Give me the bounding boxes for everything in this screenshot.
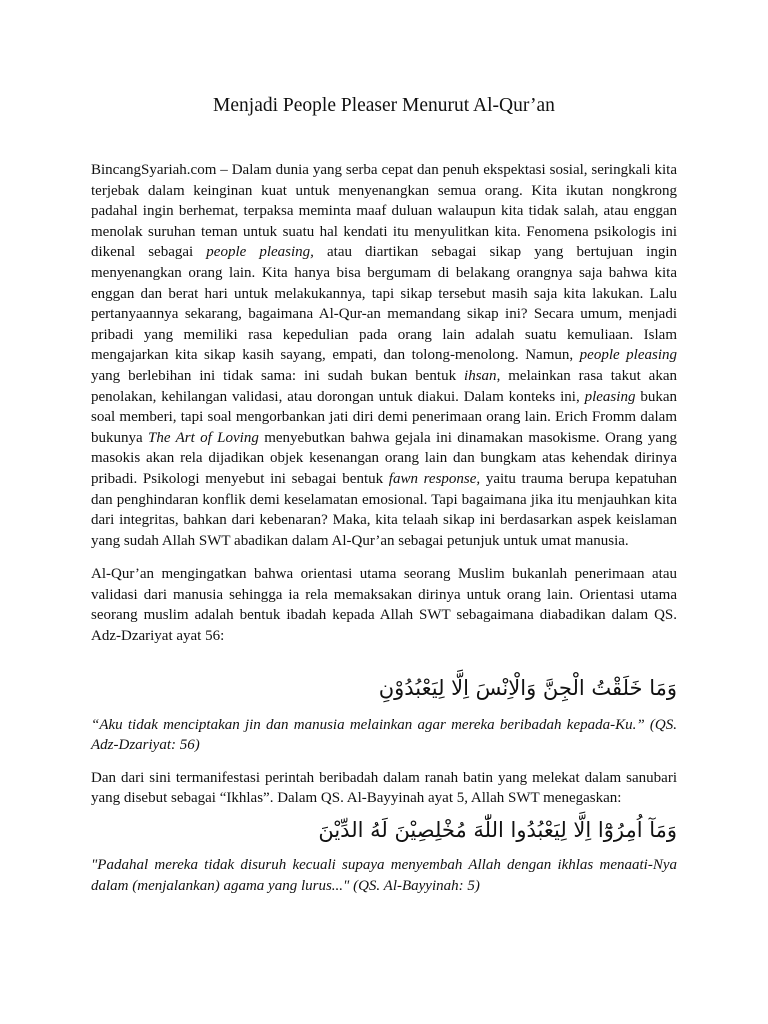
book-title: The Art of Loving: [148, 429, 259, 446]
ikhlas-paragraph: Dan dari sini termanifestasi perintah beribadah dalam ranah batin yang melekat dalam sanubari yang disebut sebagai “Ikhlas”. Dalam QS. Al-Bayyinah ayat 5, Allah SWT menegaskan:: [91, 769, 677, 807]
orientation-paragraph: Al-Qur’an mengingatkan bahwa orientasi utama seorang Muslim bukanlah penerimaan atau validasi dari manusia sehingga ia rela memaksakan dirinya untuk orang lain. Orientasi utama seorang muslim adalah bentuk ibadah kepada Allah SWT sebagaimana diabadikan dalam QS. Adz-Dzariyat ayat 56:: [91, 566, 677, 645]
arabic-verse-adz-dzariyat: وَمَا خَلَقْتُ الْجِنَّ وَالْاِنْسَ اِلَّا لِيَعْبُدُوْنِ: [378, 675, 677, 700]
text-run: BincangSyariah.com – Dalam dunia yang serba cepat dan penuh ekspektasi sosial, seringkali kita terjebak dalam keinginan kuat untuk menyenangkan semua orang. Kita ikutan nongkrong padahal ingin berhemat, terpaksa meminta maaf duluan walaupun kita tidak salah, atau enggan menolak suruhan teman untuk suatu hal kendati itu menyulitkan kita. Fenomena psikologis ini dikenal sebagai: [91, 162, 677, 261]
text-run: yaitu trauma berupa kepatuhan dan penghindaran konflik demi keselamatan emosional. Tapi bagaimana jika itu menjauhkan kita dari integritas, bahkan dari kebenaran? Maka, kita telaah sikap ini berdasarkan aspek keislaman yang sudah Allah SWT abadikan dalam Al-Qur’an sebagai petunjuk untuk umat manusia.: [91, 470, 677, 549]
text-run: , melainkan rasa takut akan penolakan, kehilangan validasi, atau dorongan untuk diakui. Dalam konteks ini,: [91, 367, 677, 405]
emphasis-term: people pleasing,: [206, 244, 314, 261]
text-run: menyebutkan bahwa gejala ini dinamakan masokisme. Orang yang masokis akan rela dijadikan objek kesenangan orang lain dan bungkam atas kehendak dirinya pribadi. Psikologi menyebut ini sebagai bentuk: [91, 429, 678, 487]
text-run: yang berlebihan ini tidak sama: ini sudah bukan bentuk: [91, 367, 465, 384]
emphasis-term: fawn response,: [388, 470, 481, 487]
verse-translation-al-bayyinah: "Padahal mereka tidak disuruh kecuali supaya menyembah Allah dengan ikhlas menaati-Nya dalam (menjalankan) agama yang lurus..." (QS. Al-Bayyinah: 5): [91, 857, 677, 894]
emphasis-term: ihsan: [464, 367, 497, 384]
emphasis-term: pleasing: [584, 388, 636, 405]
intro-paragraph: [91, 160, 677, 551]
arabic-verse-al-bayyinah: وَمَآ اُمِرُوْٓا اِلَّا لِيَعْبُدُوا اللّٰهَ مُخْلِصِيْنَ لَهُ الدِّيْنَ: [318, 818, 677, 843]
verse-translation-adz-dzariyat: “Aku tidak menciptakan jin dan manusia melainkan agar mereka beribadah kepada-Ku.” (QS. Adz-Dzariyat: 56): [91, 716, 677, 754]
emphasis-term: people pleasing: [579, 347, 677, 364]
text-run: atau diartikan sebagai sikap yang bertujuan ingin menyenangkan orang lain. Kita hanya bisa bergumam di belakang orangnya saja bahwa kita enggan dan berat hari untuk melakukannya, tapi sikap tersebut masih saja kita lakukan. Lalu pertanyaannya sekarang, bagaimana Al-Qur-an memandang sikap ini? Secara umum, menjadi pribadi yang memiliki rasa kepedulian pada orang lain adalah suatu kemuliaan. Islam mengajarkan kita sikap kasih sayang, empati, dan tolong-menolong. Namun,: [91, 244, 677, 364]
page-title: Menjadi People Pleaser Menurut Al-Qur’an: [213, 95, 555, 116]
text-run: bukan soal memberi, tapi soal mengorbankan jati diri demi penerimaan orang lain. Erich Fromm dalam bukunya: [91, 388, 677, 446]
